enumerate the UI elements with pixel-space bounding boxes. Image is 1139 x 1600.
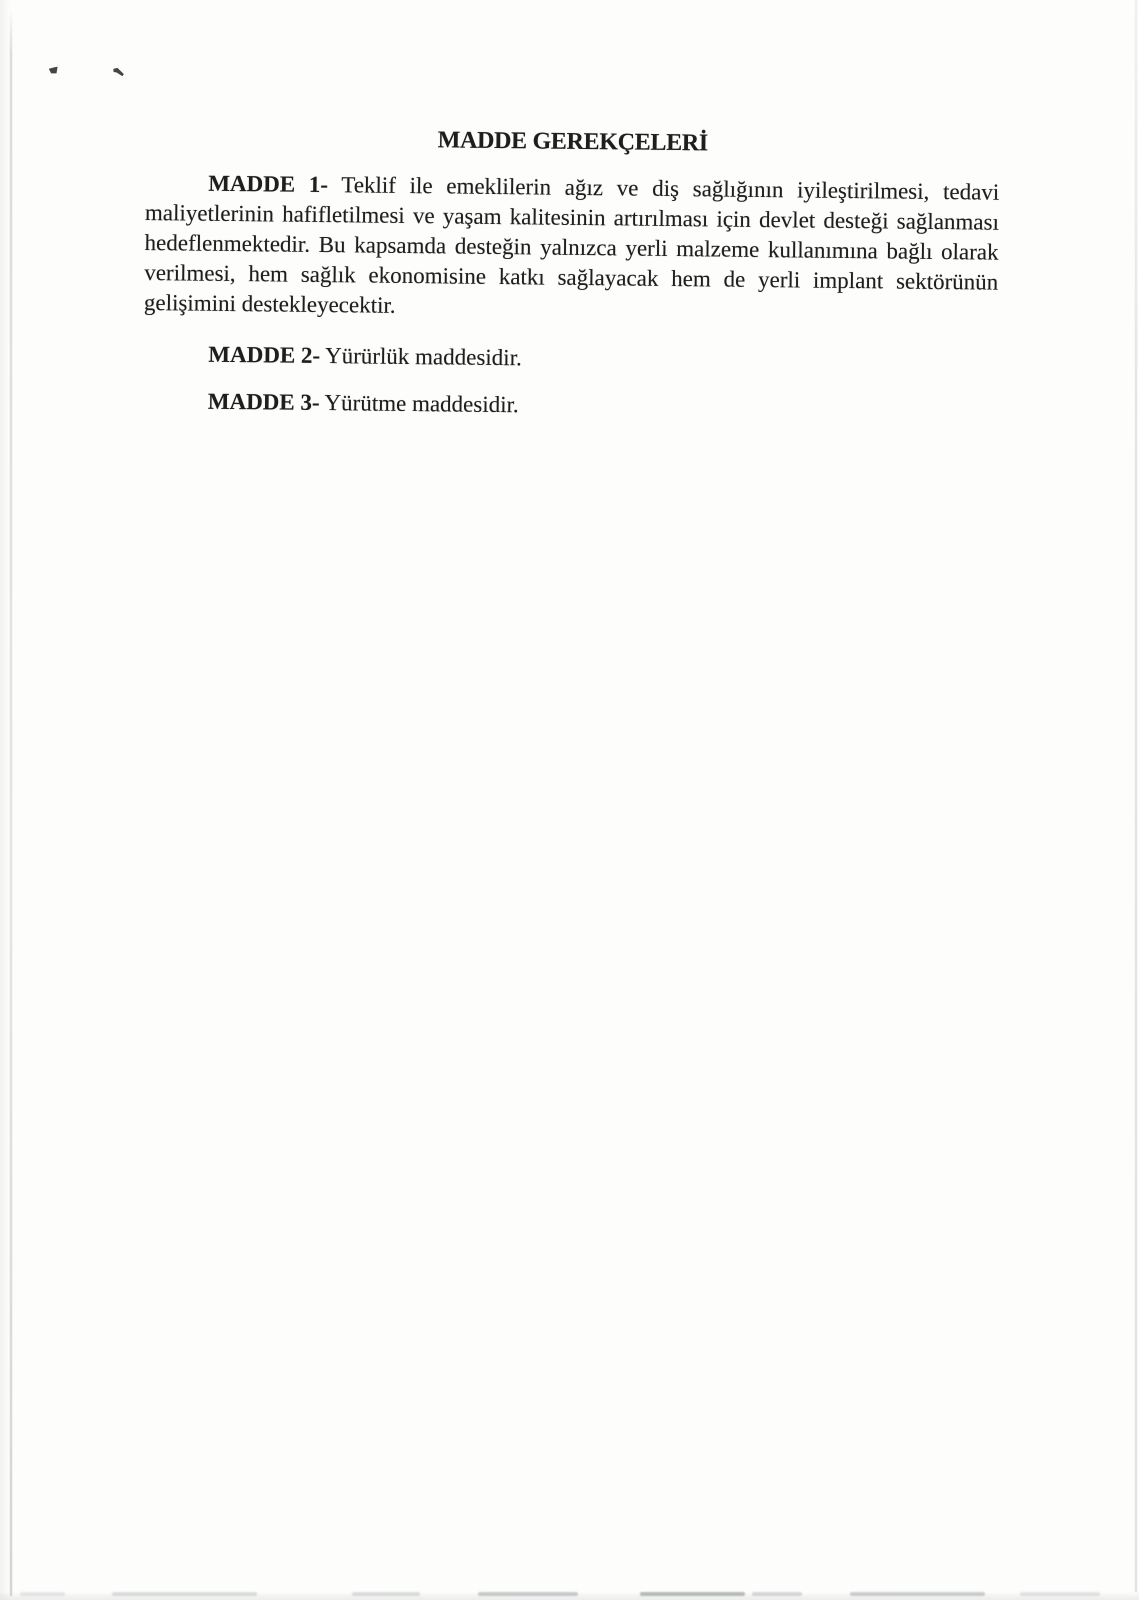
- document-content: [143, 122, 1000, 426]
- scan-bottom-streak: [112, 1592, 257, 1596]
- scan-left-edge-line: [10, 8, 12, 1596]
- scan-ink-speck: [49, 67, 59, 75]
- paragraph-article-2: [143, 339, 997, 379]
- scan-ink-speck: [113, 68, 125, 77]
- article-3-text: Yürütme maddesidir.: [319, 389, 519, 418]
- scan-bottom-streak: [640, 1592, 745, 1596]
- scan-left-shade: [0, 0, 10, 1600]
- text-line-rest: hedeflenmektedir. Bu kapsamda desteğin yalnızca yerli malzeme kullanımına bağlı olarak: [144, 229, 999, 265]
- scan-bottom-streak: [478, 1592, 578, 1596]
- scan-bottom-streak: [752, 1592, 802, 1596]
- document-title: MADDE GEREKÇELERİ: [437, 127, 709, 157]
- text-line-rest: maliyetlerinin hafifletilmesi ve yaşam kalitesinin artırılması için devlet desteği sağlanması: [144, 199, 1000, 235]
- text-line-rest: verilmesi, hem sağlık ekonomisine katkı sağlayacak hem de yerli implant sektörünün: [144, 259, 999, 295]
- article-2-label: MADDE 2-: [208, 341, 321, 368]
- text-line-rest: gelişimini destekleyecektir.: [143, 289, 396, 318]
- article-2-text: Yürürlük maddesidir.: [320, 342, 522, 371]
- article-1-label: MADDE 1-: [208, 170, 329, 198]
- paragraph-article-1: [144, 168, 1000, 328]
- article-3-label: MADDE 3-: [207, 388, 320, 415]
- scan-bottom-streak: [1020, 1592, 1100, 1596]
- text-line-rest: Teklif ile emeklilerin ağız ve diş sağlığının iyileştirilmesi, tedavi: [327, 172, 1000, 205]
- paragraph-article-3: [143, 386, 997, 426]
- scan-bottom-streak: [850, 1592, 985, 1596]
- scan-bottom-streak: [352, 1592, 420, 1596]
- scan-bottom-streak: [20, 1592, 65, 1596]
- scan-right-edge-line: [1135, 0, 1137, 1592]
